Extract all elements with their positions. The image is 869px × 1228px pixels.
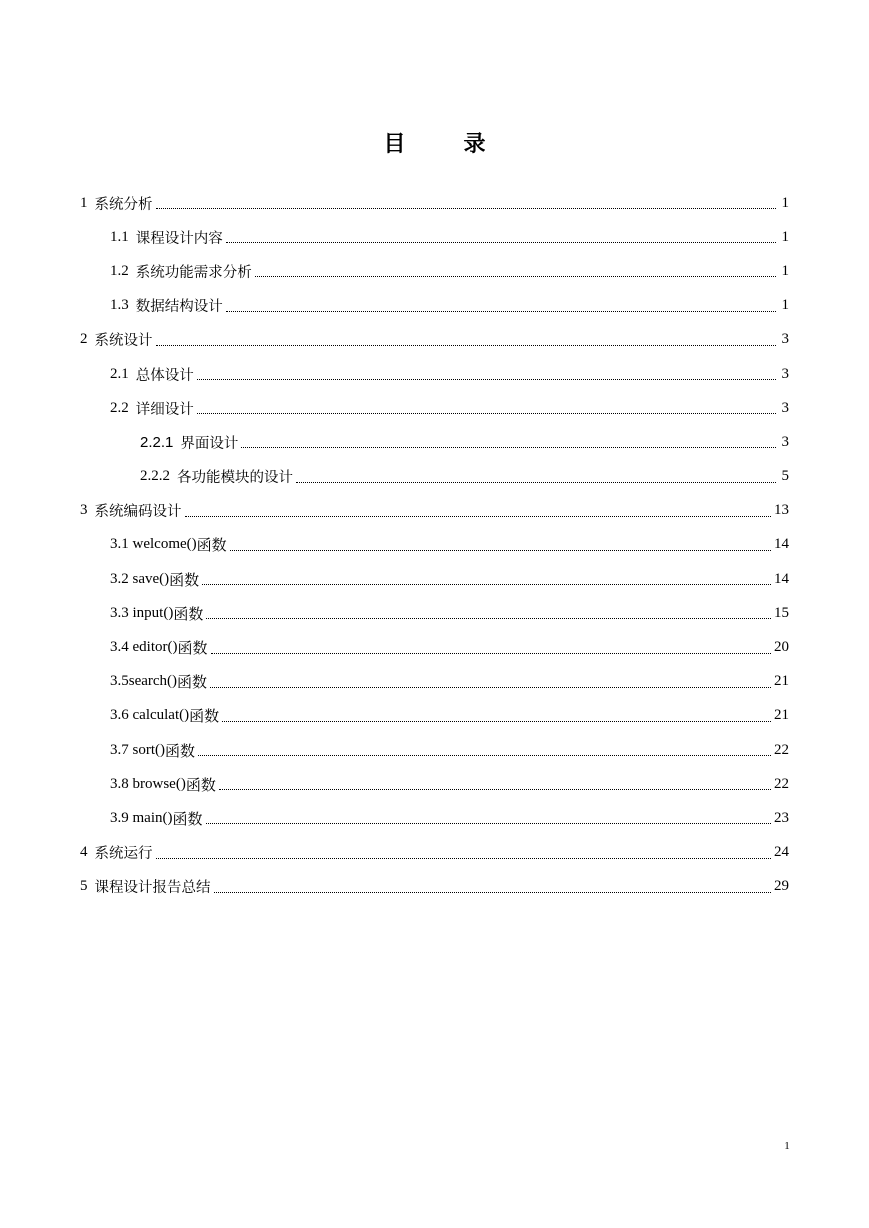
dot-leader [206,822,772,824]
toc-entry-page: 21 [774,673,789,690]
dot-leader [206,617,771,619]
toc-entry-page: 20 [774,639,789,656]
dot-leader [197,378,776,380]
toc-entry-3-6[interactable] [80,699,789,733]
toc-entry-page: 24 [774,844,789,861]
toc-entry-3-1[interactable] [80,528,789,562]
toc-entry-2-1[interactable] [80,357,789,391]
toc-entry-page: 1 [781,297,789,314]
dot-leader [255,275,776,277]
toc-entry-text: 数据结构设计 [135,299,223,316]
toc-entry-page: 3 [781,433,789,450]
toc-list [80,186,789,904]
toc-entry-page: 3 [781,365,789,382]
toc-entry-text: 函数 [169,572,200,589]
dot-leader [222,720,771,722]
toc-entry-number: 1 [80,194,88,211]
toc-entry-text: 函数 [189,709,220,726]
toc-entry-number: 3.2 save() [110,570,170,587]
toc-entry-number: 3.4 editor() [110,639,178,656]
toc-entry-number: 5 [80,878,88,895]
toc-entry-number: 4 [80,844,88,861]
toc-entry-3-7[interactable] [80,733,789,767]
toc-entry-number: 1.3 [110,297,129,314]
toc-entry-number: 2.2.2 [140,468,170,485]
dot-leader [198,754,771,756]
toc-entry-number: 3.6 calculat() [110,707,190,724]
toc-entry-page: 3 [781,331,789,348]
toc-entry-1-3[interactable] [80,289,789,323]
toc-entry-text: 系统设计 [94,333,153,350]
toc-entry-number: 2 [80,331,88,348]
toc-entry-2-2-2[interactable] [80,460,789,494]
toc-entry-page: 22 [774,741,789,758]
dot-leader [226,310,776,312]
dot-leader [211,652,772,654]
dot-leader [197,412,776,414]
toc-entry-number: 2.1 [110,365,129,382]
toc-entry-text: 系统编码设计 [94,504,182,521]
toc-entry-number: 3.9 main() [110,809,173,826]
toc-entry-4[interactable] [80,836,789,870]
toc-entry-page: 21 [774,707,789,724]
dot-leader [156,344,777,346]
dot-leader [156,857,772,859]
toc-entry-number: 3 [80,502,88,519]
toc-entry-text: 总体设计 [135,367,194,384]
toc-entry-number: 1.2 [110,262,129,279]
toc-entry-3-8[interactable] [80,767,789,801]
toc-entry-3-3[interactable] [80,596,789,630]
toc-entry-page: 23 [774,809,789,826]
toc-entry-text: 界面设计 [180,435,239,452]
toc-entry-text: 函数 [177,675,208,692]
toc-entry-number: 3.8 browse() [110,775,186,792]
toc-entry-page: 5 [781,468,789,485]
dot-leader [185,515,772,517]
toc-entry-page: 15 [774,604,789,621]
toc-entry-page: 22 [774,775,789,792]
dot-leader [230,549,771,551]
dot-leader [210,686,771,688]
toc-entry-page: 14 [774,570,789,587]
toc-entry-text: 课程设计报告总结 [94,880,211,897]
toc-entry-text: 函数 [172,811,203,828]
toc-entry-page: 29 [774,878,789,895]
toc-entry-3[interactable] [80,494,789,528]
dot-leader [214,891,772,893]
dot-leader [241,446,776,448]
toc-entry-3-5[interactable] [80,665,789,699]
toc-entry-page: 1 [781,228,789,245]
toc-entry-number: 2.2.1 [140,433,174,451]
dot-leader [156,207,777,209]
dot-leader [202,583,771,585]
toc-entry-text: 详细设计 [135,401,194,418]
page-number: 1 [784,1140,790,1152]
dot-leader [296,481,776,483]
toc-entry-text: 课程设计内容 [135,230,223,247]
toc-entry-3-2[interactable] [80,562,789,596]
toc-entry-text: 函数 [196,538,227,555]
toc-entry-1[interactable] [80,186,789,220]
toc-entry-number: 3.3 input() [110,604,174,621]
toc-entry-page: 13 [774,502,789,519]
toc-entry-text: 函数 [165,743,196,760]
toc-entry-text: 各功能模块的设计 [177,470,293,487]
toc-entry-number: 3.5search() [110,673,178,690]
toc-entry-number: 3.1 welcome() [110,536,197,553]
toc-entry-number: 2.2 [110,399,129,416]
toc-entry-5[interactable] [80,870,789,904]
toc-entry-text: 系统功能需求分析 [135,264,252,281]
toc-entry-3-9[interactable] [80,801,789,835]
toc-title: 目 录 [383,132,504,157]
toc-entry-number: 3.7 sort() [110,741,165,758]
toc-entry-1-1[interactable] [80,220,789,254]
toc-entry-text: 系统运行 [94,846,153,863]
toc-entry-number: 1.1 [110,228,129,245]
toc-entry-2-2[interactable] [80,391,789,425]
toc-entry-page: 1 [781,262,789,279]
toc-entry-2[interactable] [80,323,789,357]
toc-entry-page: 3 [781,399,789,416]
toc-entry-text: 函数 [173,606,204,623]
toc-entry-text: 函数 [185,777,216,794]
toc-entry-text: 系统分析 [94,196,153,213]
dot-leader [219,788,771,790]
toc-entry-3-4[interactable] [80,630,789,664]
toc-entry-page: 14 [774,536,789,553]
toc-entry-text: 函数 [177,641,208,658]
toc-entry-1-2[interactable] [80,254,789,288]
toc-entry-page: 1 [781,194,789,211]
toc-entry-2-2-1[interactable] [80,425,789,459]
dot-leader [226,241,776,243]
